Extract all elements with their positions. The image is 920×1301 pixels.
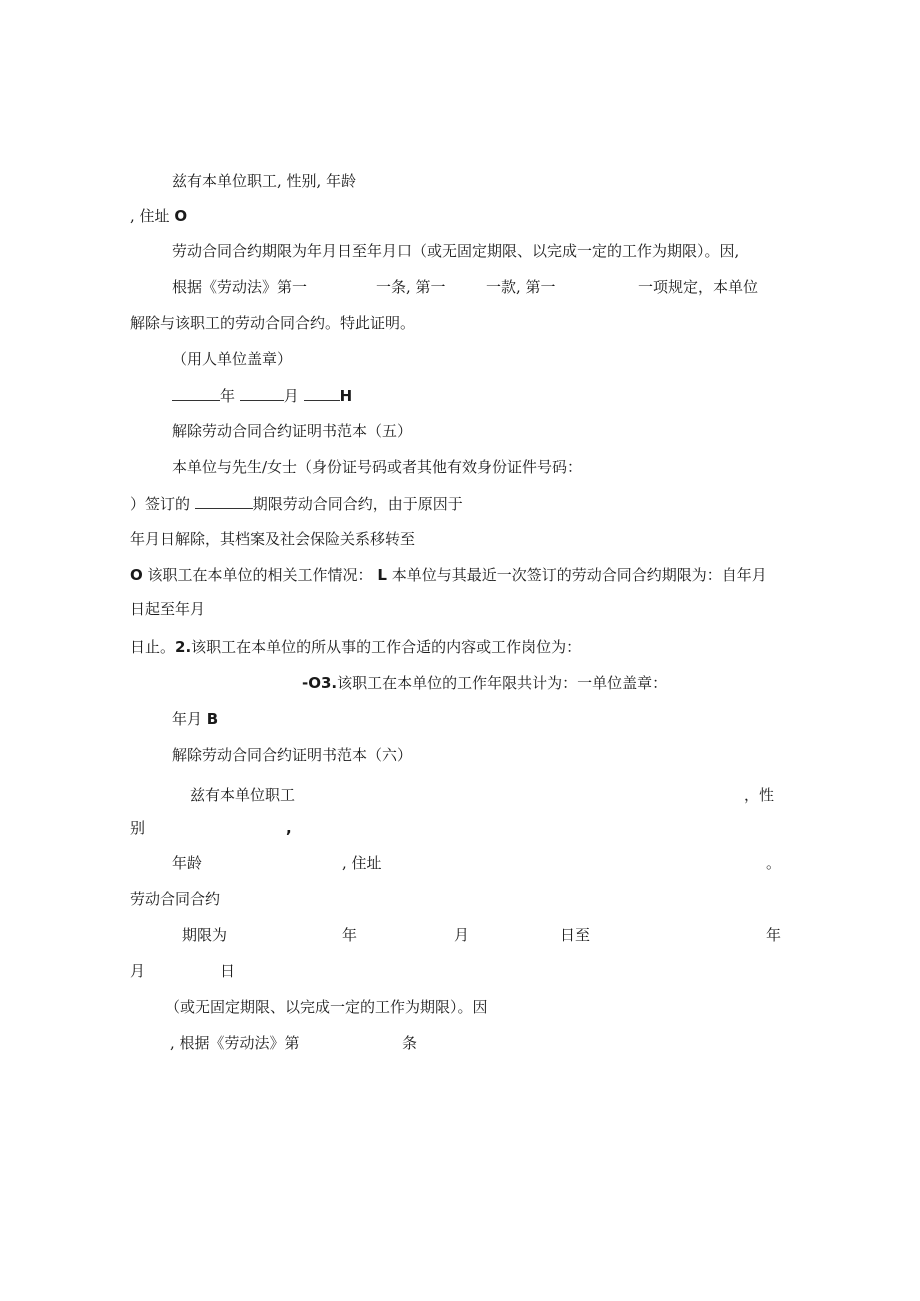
text-line	[130, 493, 463, 514]
ocr-glyph: B	[206, 710, 219, 728]
text-content: 本单位与先生/女士（身份证号码或者其他有效身份证件号码：	[172, 458, 583, 476]
text-line	[130, 599, 205, 619]
text-line	[130, 637, 581, 657]
text-content: 该职工在本单位的工作年限共计为：一单位盖章：	[337, 674, 668, 692]
text-content: 条	[402, 1034, 418, 1052]
text-content: 期限为	[182, 926, 228, 944]
ocr-glyph: O	[174, 207, 188, 225]
text-content: 日至	[560, 926, 591, 944]
text-content: 月	[454, 926, 470, 944]
section-heading	[172, 745, 412, 765]
text-line	[165, 997, 488, 1017]
text-content: 兹有本单位职工, 性别, 年龄	[172, 172, 357, 190]
text-content: 兹有本单位职工	[190, 786, 296, 804]
text-content: ）签订的	[130, 495, 191, 513]
list-number: 2.	[175, 638, 192, 656]
text-content: 月	[130, 962, 146, 980]
text-content: 解除与该职工的劳动合同合约。特此证明。	[130, 314, 416, 332]
blank-line	[304, 385, 340, 401]
text-content: 日起至年月	[130, 600, 206, 618]
blank-line	[172, 385, 220, 401]
text-line	[130, 529, 415, 549]
text-content: 。	[766, 854, 782, 872]
text-line	[130, 206, 187, 226]
text-line	[302, 673, 667, 693]
year-label: 年	[220, 387, 236, 405]
text-content: （或无固定期限、以完成一定的工作为期限）。因	[165, 998, 488, 1016]
text-content: 该职工在本单位的所从事的工作合适的内容或工作岗位为：	[191, 638, 582, 656]
text-content: , 根据《劳动法》第	[170, 1034, 300, 1052]
day-label: H	[339, 387, 353, 405]
ocr-glyph: L	[377, 566, 387, 584]
text-content: , 住址	[130, 207, 170, 225]
blank-line	[240, 385, 284, 401]
text-line	[172, 457, 582, 477]
text-line	[130, 313, 415, 333]
month-label: 月	[283, 387, 299, 405]
text-content: 日止。	[130, 638, 176, 656]
text-line	[172, 709, 218, 729]
text-line	[130, 565, 767, 585]
text-content: 期限劳动合同合约，由于原因于	[252, 495, 463, 513]
text-content: 年	[766, 926, 782, 944]
heading-text: 解除劳动合同合约证明书范本（五）	[172, 422, 413, 440]
text-content: 年月日解除，其档案及社会保险关系移转至	[130, 530, 416, 548]
ocr-glyph: O	[130, 566, 143, 584]
date-line	[172, 385, 352, 406]
text-content: （用人单位盖章）	[172, 350, 293, 368]
text-content: 本单位与其最近一次签订的劳动合同合约期限为：自年月	[391, 566, 767, 584]
text-content: ,	[286, 819, 292, 837]
section-heading	[172, 421, 412, 441]
text-content: 一款, 第一	[486, 278, 556, 296]
text-line	[130, 889, 220, 909]
text-content: 别	[130, 819, 146, 837]
text-content: 年龄	[172, 854, 203, 872]
text-content: 一项规定，本单位	[638, 278, 759, 296]
text-content: 劳动合同合约期限为年月日至年月口（或无固定期限、以完成一定的工作为期限）。因,	[172, 242, 740, 260]
heading-text: 解除劳动合同合约证明书范本（六）	[172, 746, 413, 764]
text-line	[172, 349, 292, 369]
text-content: 年月	[172, 710, 203, 728]
text-content: 该职工在本单位的相关工作情况：	[147, 566, 373, 584]
text-content: 根据《劳动法》第一	[172, 278, 308, 296]
text-content: ，性	[744, 786, 775, 804]
text-line	[172, 241, 739, 261]
text-content: , 住址	[342, 854, 382, 872]
text-line	[172, 171, 356, 191]
list-number: -O3.	[302, 674, 338, 692]
text-content: 日	[220, 962, 236, 980]
blank-line	[195, 493, 253, 509]
text-content: 劳动合同合约	[130, 890, 221, 908]
text-content: 年	[342, 926, 358, 944]
text-content: 一条, 第一	[376, 278, 446, 296]
